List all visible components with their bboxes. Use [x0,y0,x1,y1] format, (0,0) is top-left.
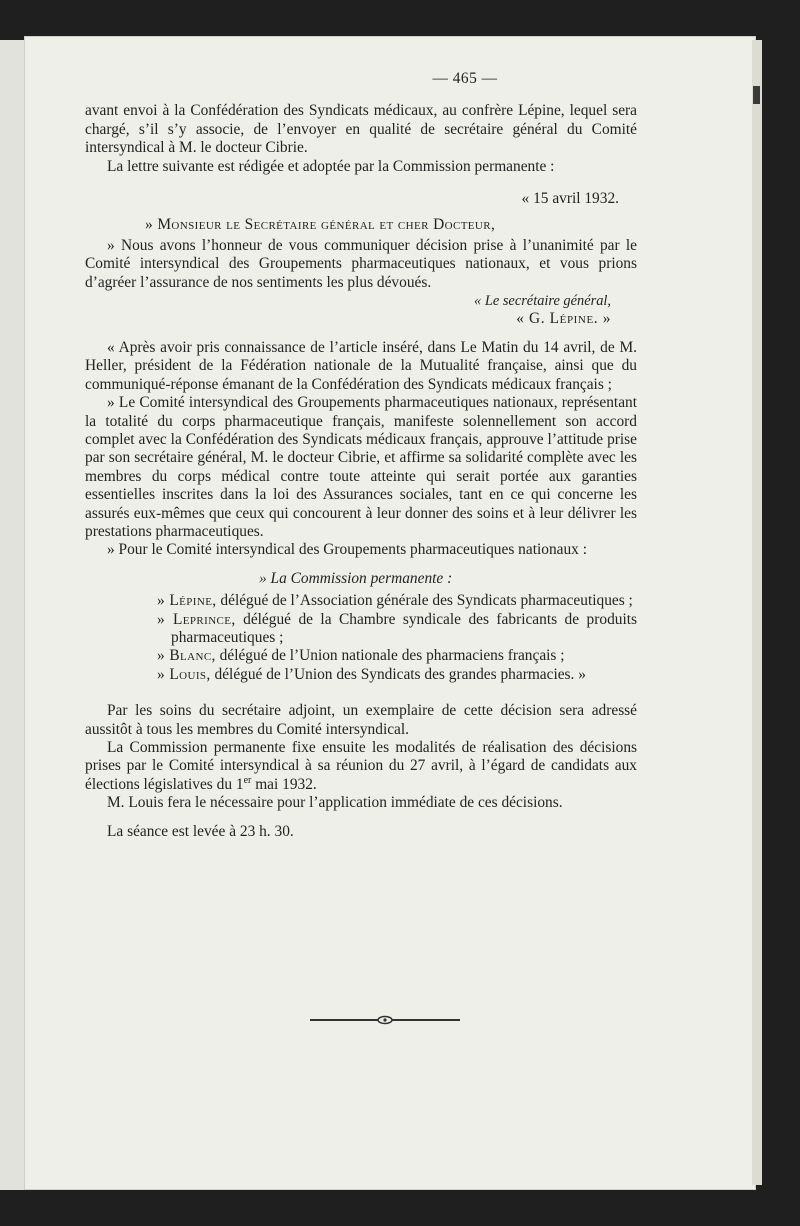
letter-body: » Nous avons l’honneur de vous communiquer décision prise à l’unanimité par le Comité intersyndical des Groupements pharmaceutiques nationaux, et vous prions d’agréer l’assurance de nos sentiments les plus dévoués. [85,236,637,291]
letter-date: « 15 avril 1932. [521,190,619,208]
decision-paragraph-2: » Le Comité intersyndical des Groupements pharmaceutiques nationaux, représentant la totalité du corps pharmaceutique français, manifeste solennellement son accord complet avec la Confédération des Syndicats médicaux français, approuve l’attitude prise par son secrétaire général, M. le docteur Cibrie, et affirme sa solidarité complète avec les membres du corps médical contre toute atteinte qui serait portée aux garanties essentielles inscrites dans la loi des Assurances sociales, tant en ce qui concerne les assurés eux-mêmes que ceux qui concourent à leur donner des soins et à leur délivrer les prestations pharmaceutiques. [85,394,637,540]
closing-paragraph-2 [85,739,637,794]
delegate-role: délégué de l’Association générale des Syndicats pharmaceutiques ; [220,592,633,610]
delegate-name: » Blanc, [157,647,216,665]
letter-intro: La lettre suivante est rédigée et adoptée par la Commission permanente : [107,157,555,175]
page-text [85,70,637,841]
adjournment-line: La séance est levée à 23 h. 30. [107,822,294,840]
delegate-name: » Lépine, [157,592,217,610]
ornament-flourish-icon [370,1015,400,1025]
section-end-ornament [310,1015,460,1025]
page-tab-marker [753,86,760,104]
opening-paragraph: avant envoi à la Confédération des Syndicats médicaux, au confrère Lépine, lequel sera chargé, s’il s’y associe, de l’envoyer en qualité de secrétaire général du Comité intersyndical à M. le docteur Cibrie. [85,102,637,157]
decision-paragraph-1: « Après avoir pris connaissance de l’article inséré, dans Le Matin du 14 avril, de M. Heller, président de la Fédération nationale de la Mutualité française, ainsi que du communiqué-réponse émanant de la Confédération des Syndicats médicaux français ; [85,338,637,393]
delegate-role: délégué de l’Union des Syndicats des grandes pharmacies. » [214,665,586,683]
page-number: — 465 — [432,70,498,87]
signature-title: « Le secrétaire général, [474,293,611,310]
delegate-list [85,592,637,684]
delegate-role: délégué de la Chambre syndicale des fabricants de produits pharmaceutiques ; [171,610,637,646]
closing-paragraph-3: M. Louis fera le nécessaire pour l’application immédiate de ces décisions. [107,794,563,812]
signature-name: « G. Lépine. » [516,310,611,328]
delegate-name: » Louis, [157,665,211,683]
delegate-name: » Leprince, [157,610,236,628]
decision-paragraph-3: » Pour le Comité intersyndical des Groupements pharmaceutiques nationaux : [107,541,587,559]
delegate-item [151,647,637,665]
ordinal-superscript: er [243,774,252,786]
delegate-item [151,666,637,684]
delegate-role: délégué de l’Union nationale des pharmaciens français ; [219,647,565,665]
letter-salutation: » Monsieur le Secrétaire général et cher Docteur, [145,216,496,234]
closing-paragraph-1: Par les soins du secrétaire adjoint, un exemplaire de cette décision sera adressé aussitôt à tous les membres du Comité intersyndical. [85,702,637,738]
delegate-item [151,592,637,610]
previous-page-edge [0,40,27,1190]
closing-paragraph-2-text: La Commission permanente fixe ensuite les modalités de réalisation des décisions prises par le Comité intersyndical à sa réunion du 27 avril, à l’égard de candidats aux élections législatives du 1 [85,739,637,793]
delegate-item [151,611,637,648]
page-stack-edge [752,40,762,1185]
closing-paragraph-2-end: mai 1932. [251,775,317,793]
commission-title: » La Commission permanente : [259,569,453,587]
